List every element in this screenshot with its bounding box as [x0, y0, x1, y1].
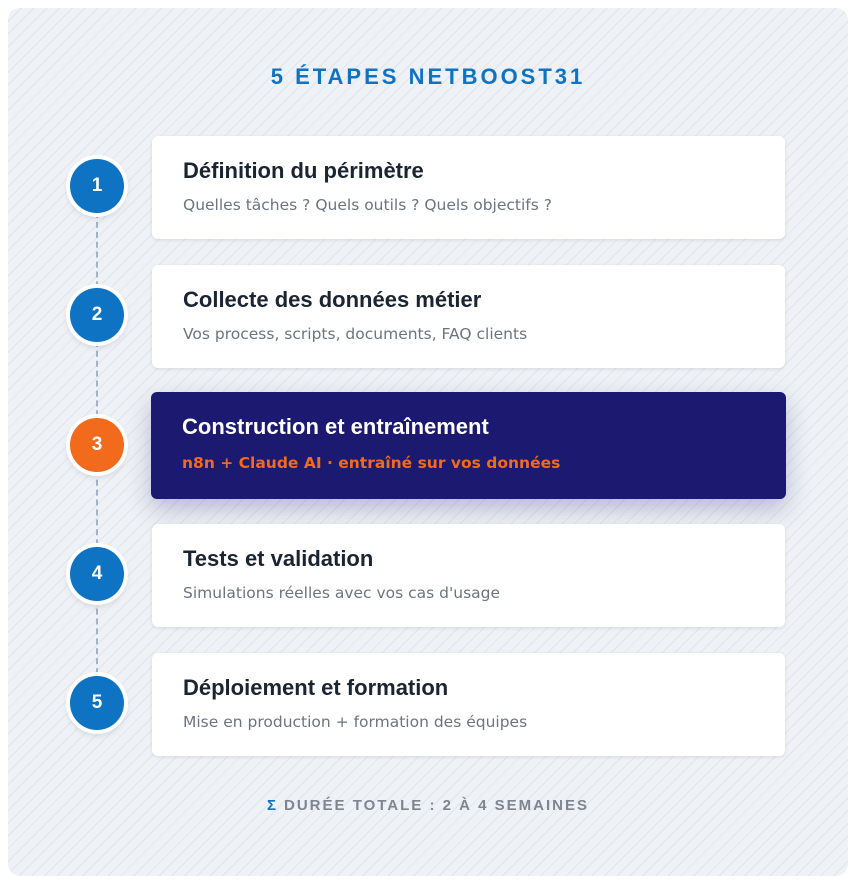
- step-number-5: 5: [70, 676, 124, 730]
- step-card-5: [152, 653, 785, 756]
- step-card-2: [152, 265, 785, 368]
- step-title: Déploiement et formation: [183, 675, 449, 700]
- step-description: Simulations réelles avec vos cas d'usage: [183, 584, 501, 602]
- step-title: Tests et validation: [183, 546, 374, 571]
- total-duration-text: DURÉE TOTALE : 2 À 4 SEMAINES: [284, 797, 589, 814]
- step-description: Vos process, scripts, documents, FAQ clients: [183, 325, 528, 343]
- step-number-3: 3: [70, 418, 124, 472]
- step-number-2: 2: [70, 288, 124, 342]
- step-description: n8n + Claude AI · entraîné sur vos données: [182, 454, 561, 472]
- step-card-4: [152, 524, 785, 627]
- step-number-1: 1: [70, 159, 124, 213]
- step-title: Construction et entraînement: [182, 414, 489, 439]
- step-card-1: [152, 136, 785, 239]
- page-title: 5 ÉTAPES NETBOOST31: [270, 64, 586, 89]
- step-description: Mise en production + formation des équipes: [183, 713, 528, 731]
- step-card-3: [151, 392, 786, 499]
- step-title: Collecte des données métier: [183, 287, 482, 312]
- step-title: Définition du périmètre: [183, 158, 424, 183]
- step-description: Quelles tâches ? Quels outils ? Quels objectifs ?: [183, 196, 552, 214]
- step-number-4: 4: [70, 547, 124, 601]
- sigma-icon: Σ: [267, 797, 279, 814]
- total-duration: [0, 797, 856, 814]
